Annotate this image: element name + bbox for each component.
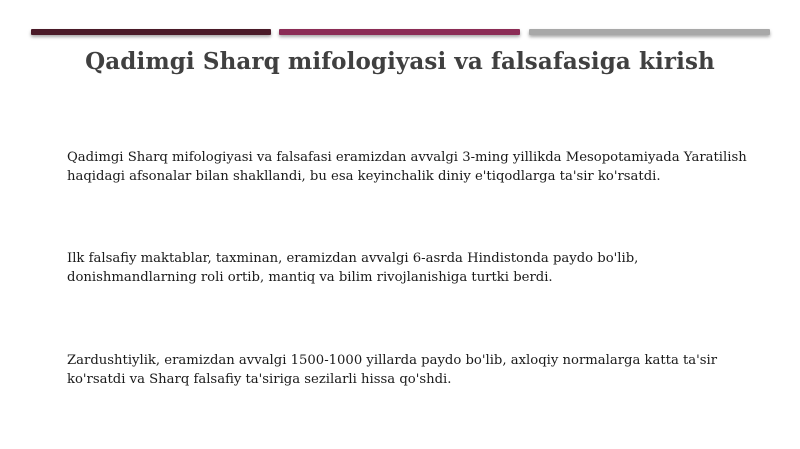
accent-bar-gray [529, 29, 770, 35]
slide-title: Qadimgi Sharq mifologiyasi va falsafasiga kirish [85, 48, 715, 75]
accent-bar-magenta [279, 29, 520, 35]
accent-bar-dark [31, 29, 271, 35]
paragraph-india: Ilk falsafiy maktablar, taxminan, eramizdan avvalgi 6-asrda Hindistonda paydo bo'lib, donishmandlarning roli ortib, mantiq va bilim rivojlanishiga turtki berdi. [67, 251, 639, 285]
paragraph-mesopotamia: Qadimgi Sharq mifologiyasi va falsafasi eramizdan avvalgi 3-ming yillikda Mesopotamiyada Yaratilish haqidagi afsonalar bilan shakllandi, bu esa keyinchalik diniy e'tiqodlarga ta'sir ko'rsatdi. [67, 150, 747, 184]
paragraph-zoroastrianism: Zardushtiylik, eramizdan avvalgi 1500-1000 yillarda paydo bo'lib, axloqiy normalarga katta ta'sir ko'rsatdi va Sharq falsafiy ta'siriga sezilarli hissa qo'shdi. [67, 353, 718, 387]
